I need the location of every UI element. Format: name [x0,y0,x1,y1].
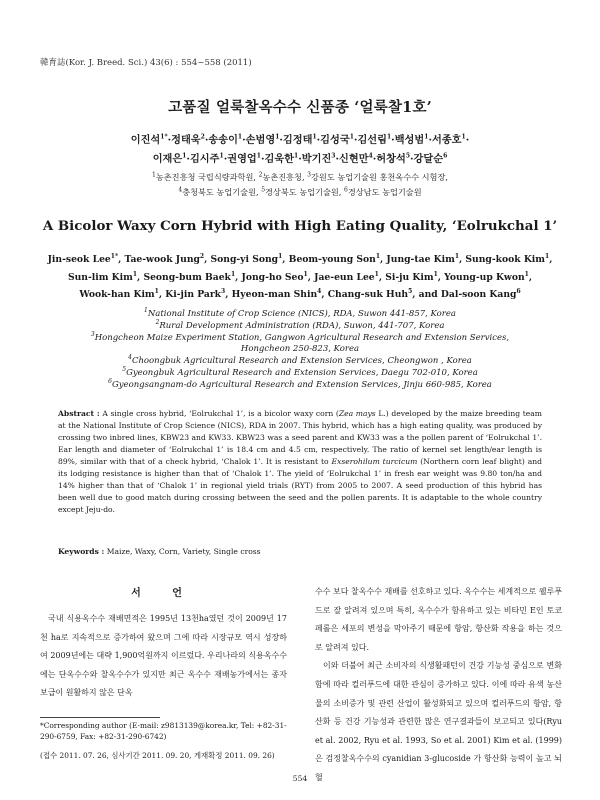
abstract-pathogen: Exserohilum turcicum [331,457,418,466]
section-heading-introduction: 서 언 [131,588,196,599]
intro-paragraph-1-cont: 수수 보다 찰옥수수 재배를 선호하고 있다. 옥수수는 세계적으로 웰루푸드로 잘 알려져 있으며 특히, 옥수수가 함유하고 있는 비타민 E인 토코페롤은 세포의 변성을 막아주기 때문에 항암, 항산화 작용을 하는 것으로 알려져 있다. [315,587,562,652]
keywords-label: Keywords : [58,547,105,556]
english-affiliation-1: $^1$National Institute of Crop Science (NICS), RDA, Suwon 441-857, Korea [144,307,456,319]
keywords-text: Maize, Waxy, Corn, Variety, Single cross [106,547,261,556]
right-column [315,583,562,788]
korean-affiliations [40,170,560,199]
intro-paragraph-2: 이와 더불어 최근 소비자의 식생활패턴이 건강 기능성 중심으로 변화함에 따라 컬러푸드에 대한 관심이 증가하고 있다. 이에 따라 유색 농산물의 소비증가 및 관련 산업이 활성화되고 있으며 컬러푸드의 항암, 항산화 등 건강 기능성과 관련한 많은 연구결과들이 보고되고 있다(Ryu et al. 2002, Ryu et al. 1993, So et al. 2001) Kim et al. (1999)은 검정찰옥수수의 cyanidian 3-glucoside 가 항산화 능력이 높고 뇌혈 [315,661,562,782]
korean-authors [40,131,560,169]
korean-affiliation-line-1: $^1$농촌진흥청 국립식량과학원, $^2$농촌진흥청, $^3$강원도 농업기술원 홍천옥수수 시험장, [152,171,448,182]
keywords [58,547,542,556]
journal-header: 韓育誌(Kor. J. Breed. Sci.) 43(6) : 554~558 (2011) [40,58,252,68]
english-affiliation-5: $^5$Gyeongbuk Agricultural Research and Extension Services, Daegu 702-010, Korea [122,366,478,378]
abstract [58,408,542,516]
abstract-species: Zea mays [338,409,376,418]
left-column [40,584,287,703]
korean-affiliation-line-2: $^4$충청북도 농업기술원, $^5$경상북도 농업기술원, $^6$경상남도 농업기술원 [178,185,422,197]
english-affiliation-2: $^2$Rural Development Administration (RDA), Suwon, 441-707, Korea [155,318,445,331]
abstract-label: Abstract : [58,409,100,418]
english-affiliation-4: $^4$Choongbuk Agricultural Research and Extension Services, Cheongwon , Korea [128,354,472,367]
english-affiliation-3-cont: Hongcheon 250-823, Korea [240,344,360,355]
received-dates: (접수 2011. 07. 26, 심사기간 2011. 09. 20, 게재확정 2011. 09. 26) [40,751,275,760]
english-title: A Bicolor Waxy Corn Hybrid with High Eating Quality, ‘Eolrukchal 1’ [42,218,558,234]
korean-authors-line-2: 이재은$^1$·김시주$^1$·권영업$^1$·김욱한$^1$·박기진$^3$·신현만$^4$·허창석$^5$·강달순$^6$ [152,152,448,165]
page-number: 554 [292,774,308,783]
english-authors-line-1: Jin-seok Lee$^{1*}$, Tae-wook Jung$^2$, Song-yi Song$^1$, Beom-young Son$^1$, Jung-tae Kim$^1$, Sung-kook Kim$^1$, [47,252,553,265]
abstract-text-1: A single cross hybrid, ‘Eolrukchal 1’, is a bicolor waxy corn ( [102,409,339,418]
korean-authors-line-1: 이진석$^{1*}$·정태욱$^2$·송송이$^1$·손범영$^1$·김정태$^1$·김성국$^1$·김선림$^1$·백성범$^1$·서종호$^1$· [130,133,470,146]
english-affiliation-3: $^3$Hongcheon Maize Experiment Station, Gangwon Agricultural Research and Extension Services, [90,330,510,343]
footnote-divider [40,717,160,718]
english-authors-line-3: Wook-han Kim$^1$, Ki-jin Park$^3$, Hyeon-man Shin$^4$, Chang-suk Huh$^5$, and Dal-soon Kang$^6$ [79,287,521,300]
english-authors-line-2: Sun-lim Kim$^1$, Seong-bum Baek$^1$, Jong-ho Seo$^1$, Jae-eun Lee$^1$, Si-ju Kim$^1$, Young-up Kwon$^1$, [67,270,533,283]
abstract-text-2: L.) developed by the maize breeding team at the National Institute of Crop Science (NICS), RDA in 2007. This hybrid, which has a high eating quality, was produced by crossing two inbred lines, KBW23 and KW33. KBW23 was a seed parent and KW33 was a the pollen parent of ‘Eolrukchal 1’. Ear length and diameter of ‘Eolrukchal 1’ is 18.4 cm and 4.5 cm, respectively. The ratio of kernel set length/ear length is 89%, similar with that of a check hybrid, ‘Chalok 1’. It is resistant to [58,409,542,466]
korean-title: 고품질 얼룩찰옥수수 신품종 ‘얼룩찰1호’ [168,99,432,116]
english-authors [40,251,560,304]
abstract-text-3: (Northern corn leaf blight) and its lodging resistance is higher than that of ‘Chalok 1’. The yield of ‘Eolrukchal 1’ in fresh ear weight was 9.80 ton/ha and 14% higher than that of ‘Chalok 1’ in regional yield trials (RYT) from 2005 to 2007. A seed production of this hybrid has been well due to good match during crossing between the seed and the pollen parents. It is adaptable to the whole country except Jeju-do. [58,457,542,514]
english-affiliation-6: $^6$Gyeongsangnam-do Agricultural Research and Extension Services, Jinju 660-985, Korea [108,377,492,390]
corresponding-author-footnote: *Corresponding author (E-mail: z9813139@korea.kr, Tel: +82-31-290-6759, Fax: +82-31-290-6742) [40,721,287,741]
english-affiliations [40,309,560,392]
intro-paragraph-1: 국내 식용옥수수 재배면적은 1995년 13천ha였던 것이 2009년 17천 ha로 지속적으로 증가하여 왔으며 그에 따라 시장규모 역시 성장하여 2009년에는 대략 1,900억원까지 이르렀다. 우리나라의 식용옥수수에는 단옥수수와 찰옥수수가 있지만 최근 옥수수 재배농가에서는 종자보급이 원활하지 않은 단옥 [40,614,287,698]
